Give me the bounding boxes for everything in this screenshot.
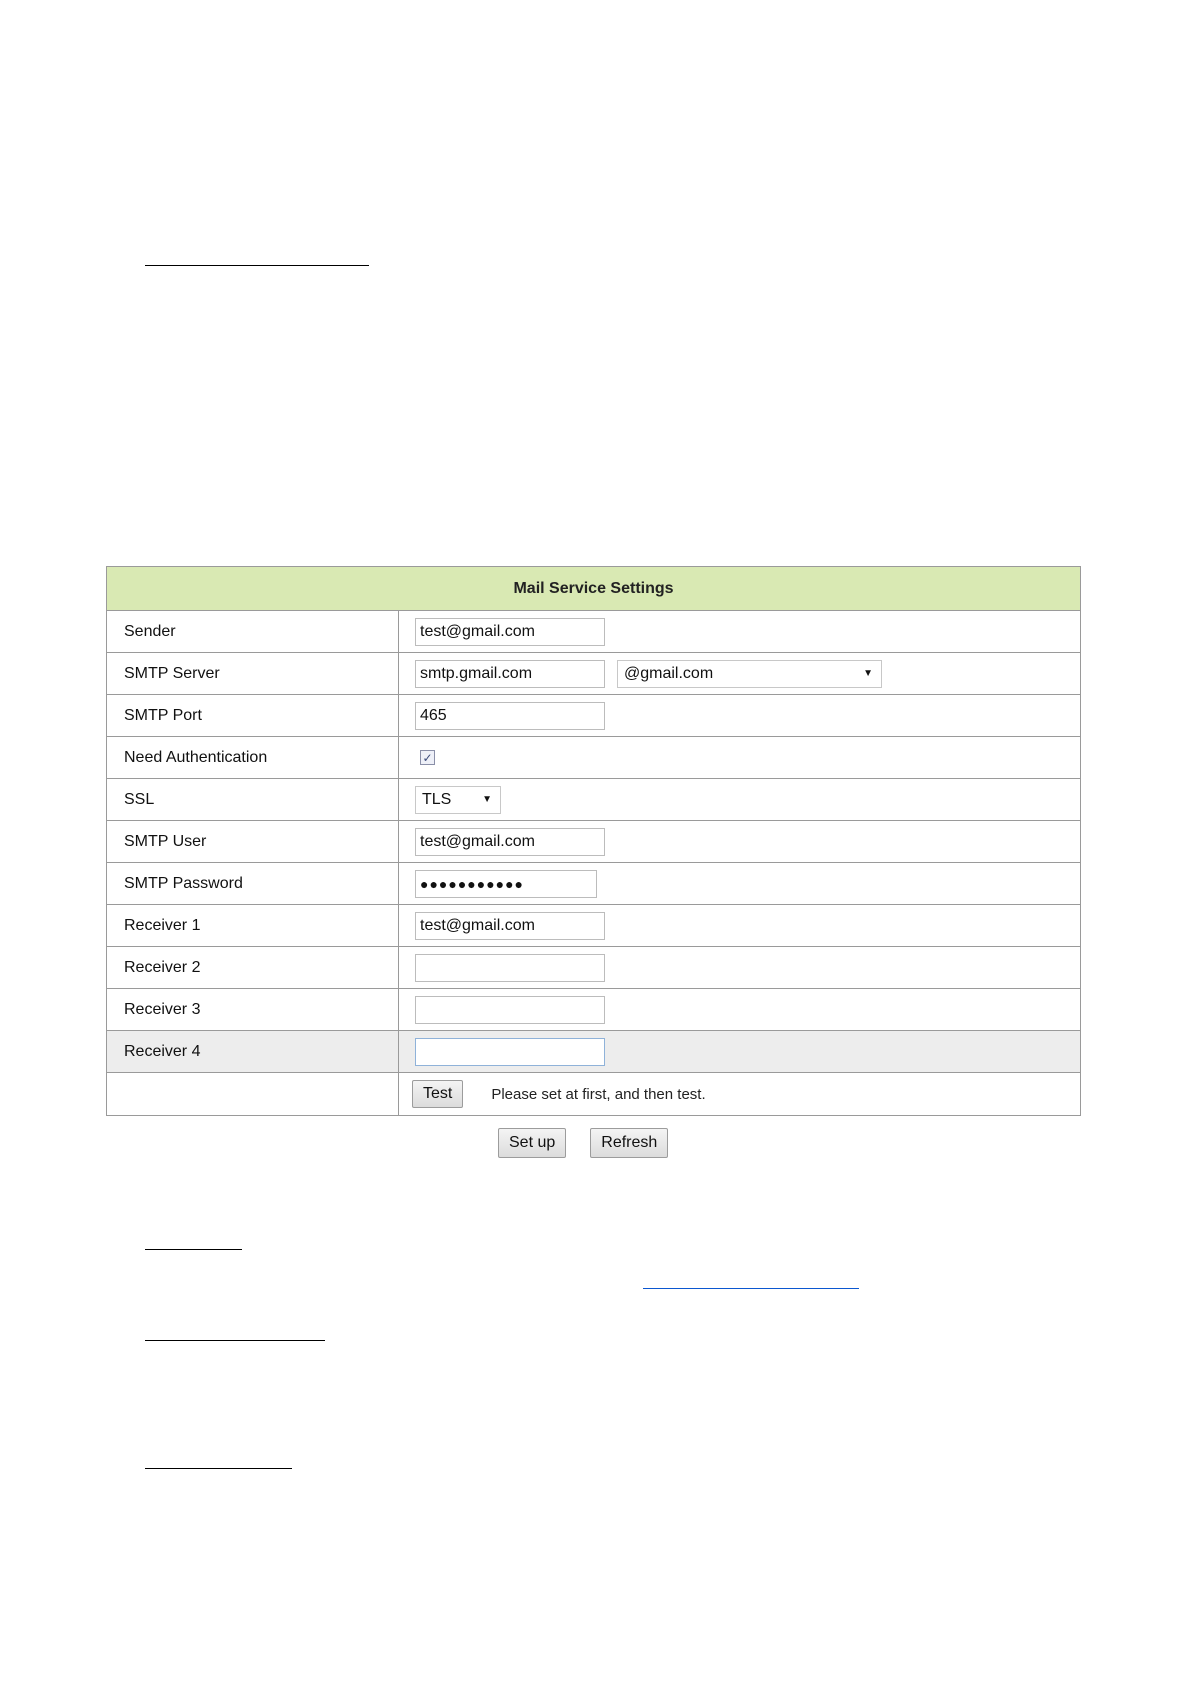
receiver-2-input[interactable] bbox=[415, 954, 605, 982]
receiver-3-input[interactable] bbox=[415, 996, 605, 1024]
mail-service-settings-panel bbox=[106, 566, 1081, 1116]
receiver-1-input[interactable] bbox=[415, 912, 605, 940]
test-row-label-empty bbox=[107, 1073, 399, 1115]
refresh-button[interactable]: Refresh bbox=[590, 1128, 668, 1158]
sender-input[interactable] bbox=[415, 618, 605, 646]
smtp-port-label: SMTP Port bbox=[107, 695, 399, 736]
need-authentication-checkbox[interactable] bbox=[420, 750, 435, 765]
smtp-port-input[interactable] bbox=[415, 702, 605, 730]
receiver-2-label: Receiver 2 bbox=[107, 947, 399, 988]
receiver-3-label: Receiver 3 bbox=[107, 989, 399, 1030]
action-bar bbox=[498, 1128, 668, 1158]
test-row bbox=[107, 1073, 1080, 1115]
smtp-domain-select-value: @gmail.com bbox=[624, 664, 714, 682]
smtp-user-label: SMTP User bbox=[107, 821, 399, 862]
ssl-select-value: TLS bbox=[422, 790, 452, 808]
need-authentication-label: Need Authentication bbox=[107, 737, 399, 778]
heading-underline-2 bbox=[145, 1249, 242, 1250]
ssl-row bbox=[107, 779, 1080, 821]
checkmark-icon: ✓ bbox=[422, 750, 433, 765]
receiver-4-label: Receiver 4 bbox=[107, 1031, 399, 1072]
hyperlink-underline[interactable] bbox=[643, 1288, 859, 1289]
smtp-user-row bbox=[107, 821, 1080, 863]
chevron-down-icon: ▼ bbox=[482, 793, 492, 805]
test-button[interactable]: Test bbox=[412, 1080, 463, 1108]
need-authentication-row bbox=[107, 737, 1080, 779]
receiver-4-row bbox=[107, 1031, 1080, 1073]
smtp-password-input[interactable] bbox=[415, 870, 597, 898]
panel-title: Mail Service Settings bbox=[107, 567, 1080, 611]
heading-underline-1 bbox=[145, 265, 369, 266]
smtp-domain-select[interactable] bbox=[617, 660, 882, 688]
smtp-password-row bbox=[107, 863, 1080, 905]
receiver-3-row bbox=[107, 989, 1080, 1031]
sender-label: Sender bbox=[107, 611, 399, 652]
receiver-1-row bbox=[107, 905, 1080, 947]
heading-underline-4 bbox=[145, 1468, 292, 1469]
smtp-user-input[interactable] bbox=[415, 828, 605, 856]
ssl-label: SSL bbox=[107, 779, 399, 820]
receiver-2-row bbox=[107, 947, 1080, 989]
smtp-server-label: SMTP Server bbox=[107, 653, 399, 694]
ssl-select[interactable] bbox=[415, 786, 501, 814]
set-up-button[interactable]: Set up bbox=[498, 1128, 566, 1158]
heading-underline-3 bbox=[145, 1340, 325, 1341]
receiver-1-label: Receiver 1 bbox=[107, 905, 399, 946]
chevron-down-icon: ▼ bbox=[863, 667, 873, 679]
receiver-4-input[interactable] bbox=[415, 1038, 605, 1066]
smtp-password-label: SMTP Password bbox=[107, 863, 399, 904]
sender-row bbox=[107, 611, 1080, 653]
smtp-server-row bbox=[107, 653, 1080, 695]
test-hint: Please set at first, and then test. bbox=[491, 1085, 706, 1103]
smtp-server-input[interactable] bbox=[415, 660, 605, 688]
smtp-port-row bbox=[107, 695, 1080, 737]
